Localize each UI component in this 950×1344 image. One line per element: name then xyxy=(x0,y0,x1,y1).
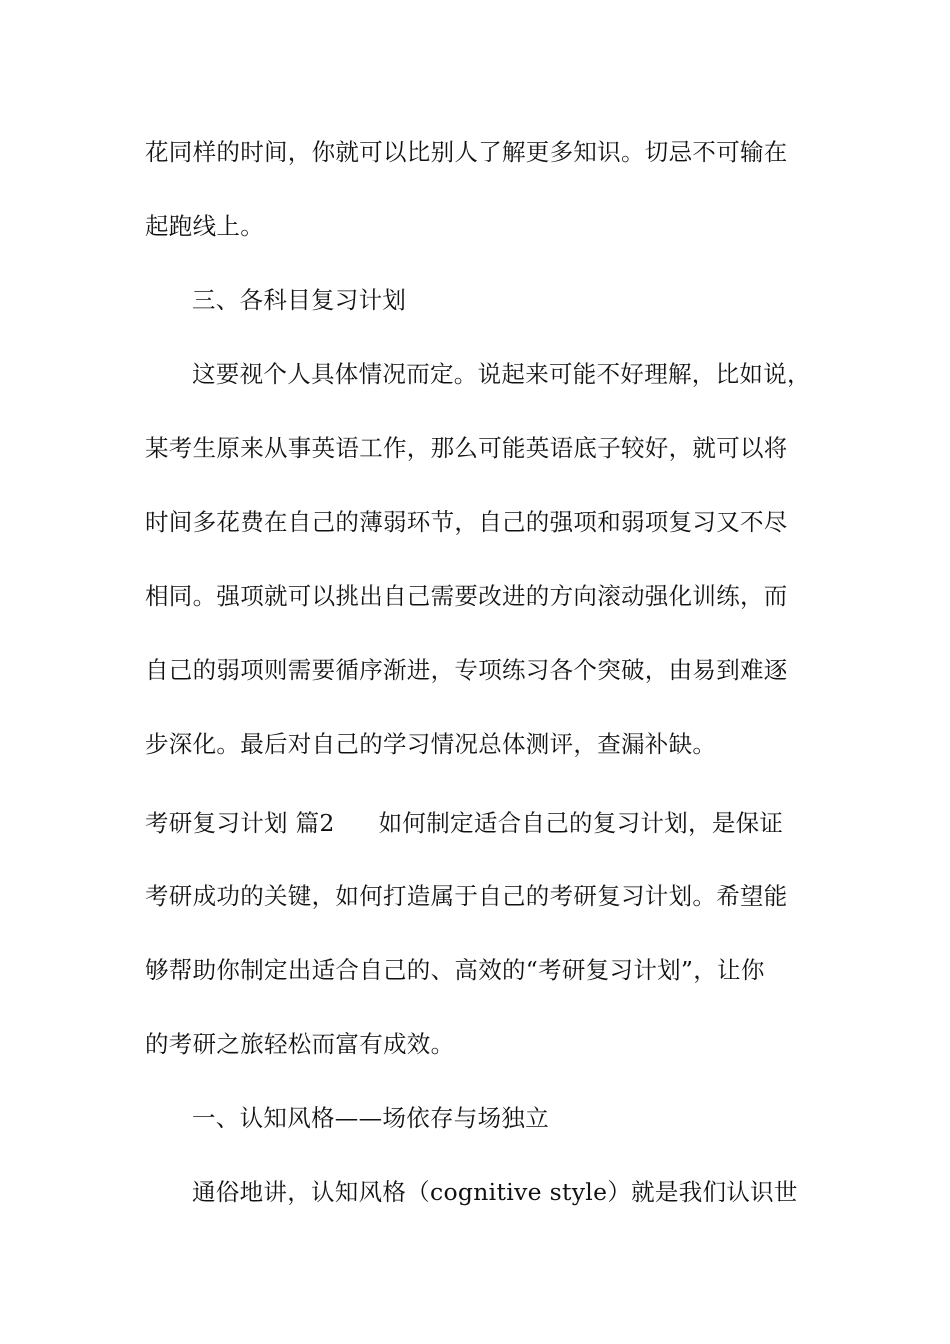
paragraph-first-line: 这要视个人具体情况而定。说起来可能不好理解，比如说， xyxy=(192,360,811,388)
text-line: 步深化。最后对自己的学习情况总体测评，查漏补缺。 xyxy=(145,730,717,758)
text-line: 相同。强项就可以挑出自己需要改进的方向滚动强化训练，而 xyxy=(145,582,788,610)
text-line: 够帮助你制定出适合自己的、高效的“考研复习计划”，让你 xyxy=(145,956,765,984)
article-first-line: 如何制定适合自己的复习计划，是保证 xyxy=(378,809,784,837)
text-line: 花同样的时间，你就可以比别人了解更多知识。切忌不可输在 xyxy=(145,138,788,166)
article-heading: 考研复习计划 篇2 xyxy=(145,809,335,837)
paragraph-first-line: 通俗地讲，认知风格（cognitive style）就是我们认识世 xyxy=(192,1178,798,1206)
text-line: 某考生原来从事英语工作，那么可能英语底子较好，就可以将 xyxy=(145,434,788,462)
text-line: 考研成功的关键，如何打造属于自己的考研复习计划。希望能 xyxy=(145,882,788,910)
section-heading: 三、各科目复习计划 xyxy=(192,286,407,314)
text-line: 自己的弱项则需要循序渐进，专项练习各个突破，由易到难逐 xyxy=(145,656,788,684)
text-line: 时间多花费在自己的薄弱环节，自己的强项和弱项复习又不尽 xyxy=(145,508,788,536)
article-heading-line xyxy=(145,808,825,838)
section-heading: 一、认知风格——场依存与场独立 xyxy=(192,1104,549,1132)
text-line: 的考研之旅轻松而富有成效。 xyxy=(145,1030,455,1058)
text-line: 起跑线上。 xyxy=(145,212,264,240)
